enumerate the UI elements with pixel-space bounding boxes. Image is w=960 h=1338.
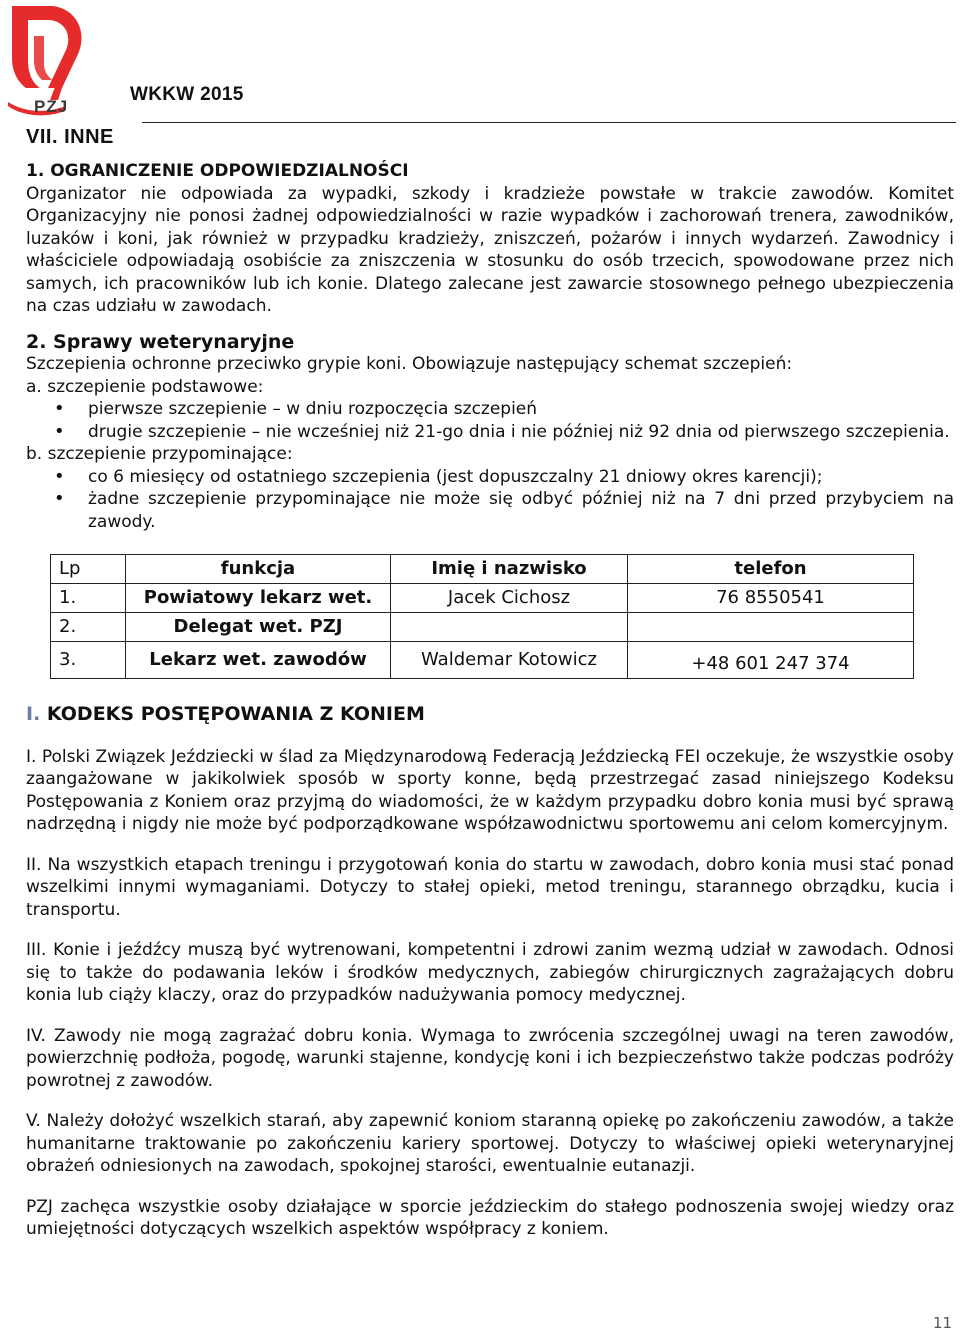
cell-name (391, 613, 628, 642)
section-title: VII. INNE (26, 126, 114, 148)
vet-heading: 2. Sprawy weterynaryjne (26, 330, 295, 353)
cell-name: Jacek Cichosz (391, 584, 628, 613)
page-number: 11 (932, 1313, 952, 1332)
table-row (51, 613, 914, 642)
cell-lp: 2. (51, 613, 126, 642)
list-item: • drugie szczepienie – nie wcześniej niż 21-go dnia i nie później niż 92 dnia od pierwszego szczepienia. (26, 421, 954, 444)
kodeks-paragraph: V. Należy dołożyć wszelkich starań, aby zapewnić koniom staranną opiekę po zakończeniu zawodów, a także humanitarne traktowanie po zakończeniu kariery sportowej. Dotyczy to właściwej opieki weterynaryjnej obrażeń odniesionych na zawodach, spokojnej starości, ewentualnie eutanazji. (26, 1111, 954, 1176)
kodeks-paragraph: I. Polski Związek Jeździecki w ślad za Międzynarodową Federacją Jeździecką FEI oczekuje, że wszystkie osoby zaangażowane w jakikolwiek sposób w sporty konne, będą przestrzegać zasad niniejszego Kodeksu Postępowania z Koniem oraz przyjmą do wiadomości, że w każdym przypadku dobro konia musi być sprawą nadrzędną i nigdy nie może być podporządkowane współzawodnictwu sportowemu ani celom komercyjnym. (26, 746, 954, 834)
kodeks-paragraph: IV. Zawody nie mogą zagrażać dobru konia. Wymaga to zwrócenia szczególnej uwagi na teren zawodów, powierzchnię podłoża, pogodę, warunki stajenne, kondycję koni i ich bezpieczeństwo także podczas podróży powrotnej z zawodów. (26, 1025, 954, 1091)
cell-function: Lekarz wet. zawodów (126, 642, 391, 679)
column-header-name: Imię i nazwisko (391, 555, 628, 584)
vet-intro: Szczepienia ochronne przeciwko grypie koni. Obowiązuje następujący schemat szczepień: (26, 354, 793, 374)
cell-phone: +48 601 247 374 (628, 642, 914, 679)
cell-lp: 3. (51, 642, 126, 679)
column-header-phone: telefon (628, 555, 914, 584)
vet-a-list (26, 398, 954, 443)
document-body (26, 160, 954, 1241)
cell-name: Waldemar Kotowicz (391, 642, 628, 679)
list-item: • co 6 miesięcy od ostatniego szczepienia (jest dopuszczalny 21 dniowy okres karencji); (26, 466, 954, 489)
cell-phone (628, 613, 914, 642)
kodeks-paragraph: III. Konie i jeźdźcy muszą być wytrenowani, kompetentni i zdrowi zanim wezmą udział w zawodach. Odnosi się to także do podawania leków i środków medycznych, zabiegów chirurgicznych zagrażających dobru konia lub ciąży klaczy, oraz do przypadków nadużywania pomocy medycznej. (26, 940, 954, 1005)
vet-a-label: a. szczepienie podstawowe: (26, 376, 264, 397)
pzj-logo (4, 2, 86, 120)
kodeks-heading (26, 703, 954, 726)
list-item: • pierwsze szczepienie – w dniu rozpoczęcia szczepień (26, 398, 954, 421)
kodeks-heading-numeral: I. (26, 703, 41, 725)
document-code: WKKW 2015 (130, 84, 244, 105)
cell-function: Powiatowy lekarz wet. (126, 584, 391, 613)
kodeks-paragraph: II. Na wszystkich etapach treningu i przygotowań konia do startu w zawodach, dobro konia musi stać ponad wszelkimi innymi wymaganiami. Dotyczy to stałej opieki, metod treningu, starannego obrządku, kucia i transportu. (26, 854, 954, 920)
table-row (51, 584, 914, 613)
header-rule (142, 122, 956, 123)
pzj-logo-text: PZJ (34, 97, 69, 116)
table-row (51, 642, 914, 679)
cell-lp: 1. (51, 584, 126, 613)
list-item: • żadne szczepienie przypominające nie może się odbyć później niż na 7 dni przed przybyciem na zawody. (26, 488, 954, 533)
vet-b-label: b. szczepienie przypominające: (26, 444, 293, 464)
liability-heading: 1. OGRANICZENIE ODPOWIEDZIALNOŚCI (26, 161, 409, 181)
vet-b-list (26, 466, 954, 534)
kodeks-paragraph: PZJ zachęca wszystkie osoby działające w sporcie jeździeckim do stałego podnoszenia swojej wiedzy oraz umiejętności dotyczących wszelkich aspektów współpracy z koniem. (26, 1196, 954, 1239)
column-header-function: funkcja (126, 555, 391, 584)
vet-staff-table (50, 554, 914, 679)
table-header-row (51, 555, 914, 584)
cell-function: Delegat wet. PZJ (126, 613, 391, 642)
kodeks-heading-text: KODEKS POSTĘPOWANIA Z KONIEM (40, 703, 425, 725)
column-header-lp: Lp (51, 555, 126, 584)
liability-text: Organizator nie odpowiada za wypadki, szkody i kradzieże powstałe w trakcie zawodów. Komitet Organizacyjny nie ponosi żadnej odpowiedzialności w razie wypadków i zachorowań trenera, zawodników, luzaków i koni, jak również w przypadku kradzieży, zniszczeń, pożarów i innych wydarzeń. Zawodnicy i właściciele odpowiadają osobiście za zniszczenia w stosunku do osób trzecich, spowodowane przez nich samych, ich pracowników lub ich konie. Dlatego zalecane jest zawarcie stosownego pełnego ubezpieczenia na czas udziału w zawodach. (26, 183, 954, 316)
cell-phone: 76 8550541 (628, 584, 914, 613)
